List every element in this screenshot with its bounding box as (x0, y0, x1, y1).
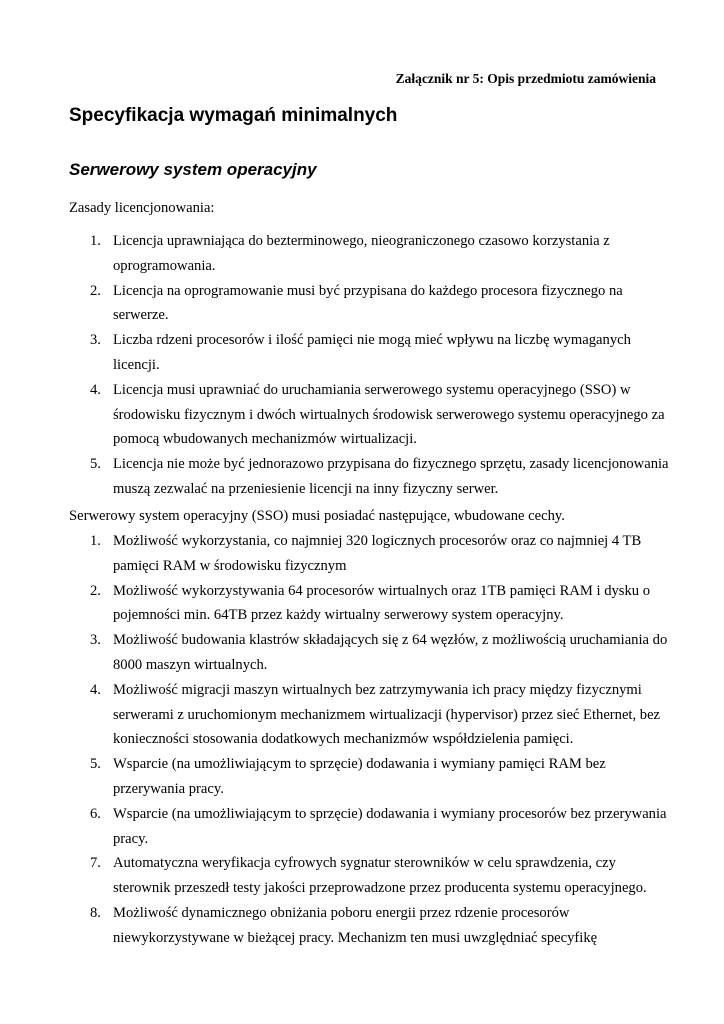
list-number: 2. (90, 282, 101, 299)
list-item (69, 579, 669, 629)
section-title: Serwerowy system operacyjny (69, 160, 317, 179)
list-number: 2. (90, 582, 101, 599)
list-number: 5. (90, 456, 101, 473)
list-number: 8. (90, 904, 101, 921)
list-item (69, 229, 669, 279)
list-text: Licencja na oprogramowanie musi być przypisana do każdego procesora fizycznego na serwerze. (113, 282, 623, 324)
list-text: Licencja musi uprawniać do uruchamiania serwerowego systemu operacyjnego (SSO) w środowisku fizycznym i dwóch wirtualnych środowisk serwerowego systemu operacyjnego za pomocą wbudowanych mechanizmów wirtualizacji. (113, 381, 665, 448)
list-number: 1. (90, 233, 101, 249)
list-number: 4. (90, 681, 101, 698)
list-text: Możliwość migracji maszyn wirtualnych bez zatrzymywania ich pracy między fizycznymi serwerami z uruchomionym mechanizmem wirtualizacji (hypervisor) przez sieć Ethernet, bez konieczności stosowania dodatkowych mechanizmów współdzielenia pamięci. (113, 681, 661, 748)
list-text: Możliwość wykorzystywania 64 procesorów wirtualnych oraz 1TB pamięci RAM i dysku o pojemności min. 64TB przez każdy wirtualny serwerowy system operacyjny. (113, 582, 651, 624)
list-text: Licencja uprawniająca do bezterminowego, nieograniczonego czasowo korzystania z oprogramowania. (113, 233, 610, 274)
licensing-intro: Zasady licencjonowania: (69, 200, 215, 216)
list-item (69, 279, 669, 329)
list-item (69, 529, 669, 579)
list-number: 3. (90, 332, 101, 349)
features-intro: Serwerowy system operacyjny (SSO) musi posiadać następujące, wbudowane cechy. (69, 508, 565, 524)
list-number: 5. (90, 756, 101, 773)
list-text: Liczba rdzeni procesorów i ilość pamięci nie mogą mieć wpływu na liczbę wymaganych licencji. (113, 332, 631, 373)
list-item (69, 378, 669, 452)
features-list (69, 529, 669, 951)
list-item (69, 752, 669, 802)
list-number: 6. (90, 805, 101, 822)
list-text: Automatyczna weryfikacja cyfrowych sygnatur sterowników w celu sprawdzenia, czy sterownik przeszedł testy jakości przeprowadzone przez producenta systemu operacyjnego. (113, 855, 647, 897)
list-number: 1. (90, 533, 101, 549)
list-text: Wsparcie (na umożliwiającym to sprzęcie) dodawania i wymiany procesorów bez przerywania pracy. (113, 805, 667, 847)
annex-header: Załącznik nr 5: Opis przedmiotu zamówienia (395, 71, 656, 86)
list-text: Możliwość dynamicznego obniżania poboru energii przez rdzenie procesorów niewykorzystywane w bieżącej pracy. Mechanizm ten musi uwzględniać specyfikę (113, 904, 598, 946)
page-title: Specyfikacja wymagań minimalnych (69, 105, 398, 126)
list-item (69, 328, 669, 378)
list-text: Możliwość wykorzystania, co najmniej 320 logicznych procesorów oraz co najmniej 4 TB pamięci RAM w środowisku fizycznym (113, 533, 642, 574)
list-text: Możliwość budowania klastrów składających się z 64 węzłów, z możliwością uruchamiania do 8000 maszyn wirtualnych. (113, 632, 668, 673)
list-item (69, 901, 669, 951)
list-item (69, 802, 669, 852)
licensing-list (69, 229, 669, 502)
list-text: Licencja nie może być jednorazowo przypisana do fizycznego sprzętu, zasady licencjonowania muszą zezwalać na przeniesienie licencji na inny fizyczny serwer. (113, 456, 669, 497)
list-item (69, 628, 669, 678)
list-number: 3. (90, 632, 101, 649)
list-text: Wsparcie (na umożliwiającym to sprzęcie) dodawania i wymiany pamięci RAM bez przerywania pracy. (113, 756, 606, 797)
list-number: 4. (90, 381, 101, 398)
list-number: 7. (90, 855, 101, 872)
list-item (69, 678, 669, 752)
list-item (69, 452, 669, 502)
list-item (69, 851, 669, 901)
